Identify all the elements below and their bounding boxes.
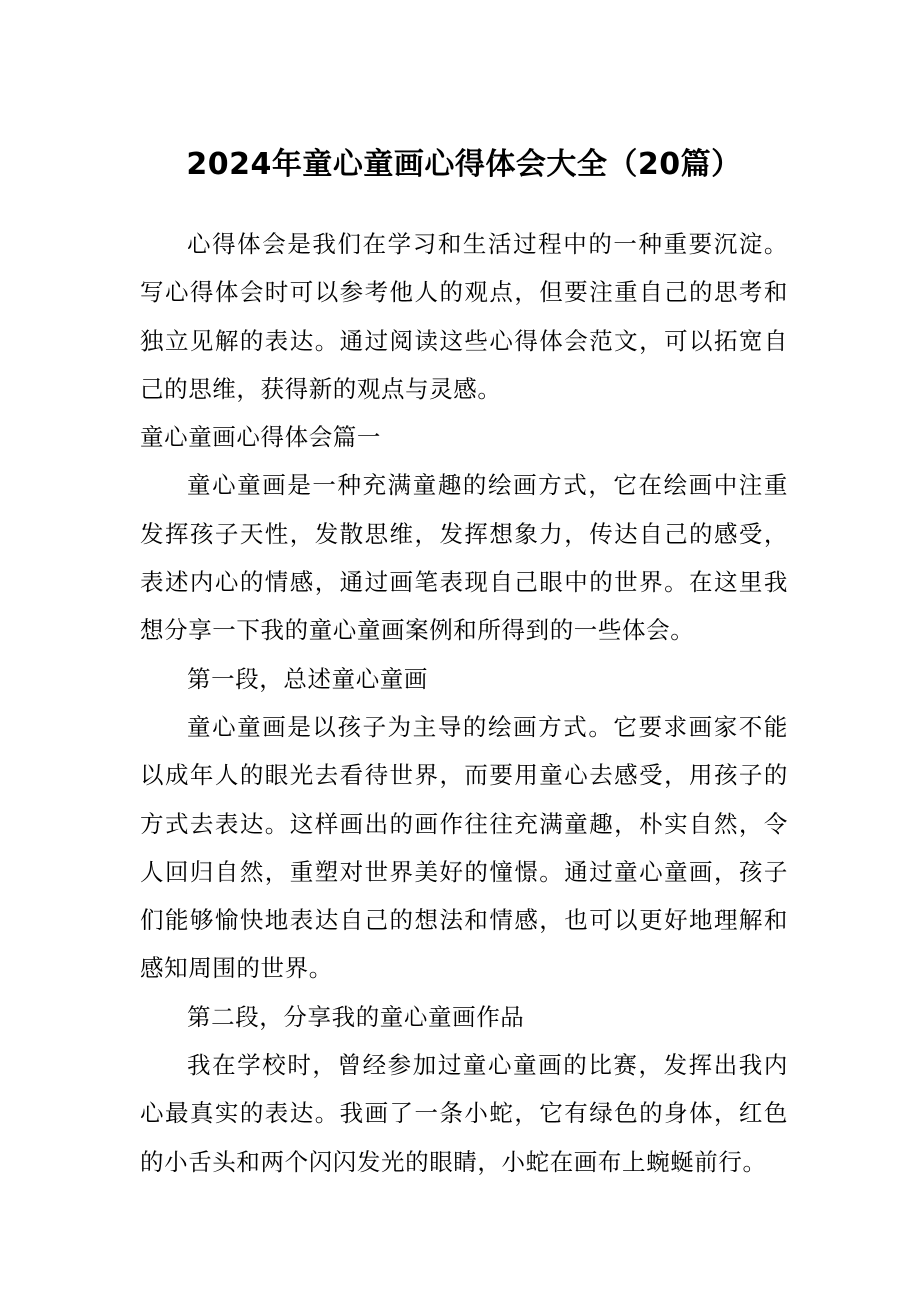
body-paragraph: 我在学校时，曾经参加过童心童画的比赛，发挥出我内心最真实的表达。我画了一条小蛇，它有绿色的身体，红色的小舌头和两个闪闪发光的眼睛，小蛇在画布上蜿蜒前行。	[140, 1051, 788, 1176]
subsection-heading-1: 第一段，总述童心童画	[187, 664, 428, 693]
document-title: 2024年童心童画心得体会大全（20篇）	[186, 147, 742, 182]
body-paragraph: 童心童画是以孩子为主导的绘画方式。它要求画家不能以成年人的眼光去看待世界，而要用童心去感受，用孩子的方式去表达。这样画出的画作往往充满童趣，朴实自然，令人回归自然，重塑对世界美好的憧憬。通过童心童画，孩子们能够愉快地表达自己的想法和情感，也可以更好地理解和感知周围的世界。	[140, 712, 788, 983]
section-heading-part-one: 童心童画心得体会篇一	[140, 423, 381, 452]
body-paragraph: 童心童画是一种充满童趣的绘画方式，它在绘画中注重发挥孩子天性，发散思维，发挥想象力，传达自己的感受，表述内心的情感，通过画笔表现自己眼中的世界。在这里我想分享一下我的童心童画案例和所得到的一些体会。	[140, 471, 788, 645]
subsection-heading-2: 第二段，分享我的童心童画作品	[187, 1002, 525, 1031]
intro-paragraph: 心得体会是我们在学习和生活过程中的一种重要沉淀。写心得体会时可以参考他人的观点，但要注重自己的思考和独立见解的表达。通过阅读这些心得体会范文，可以拓宽自己的思维，获得新的观点与灵感。	[140, 230, 788, 403]
